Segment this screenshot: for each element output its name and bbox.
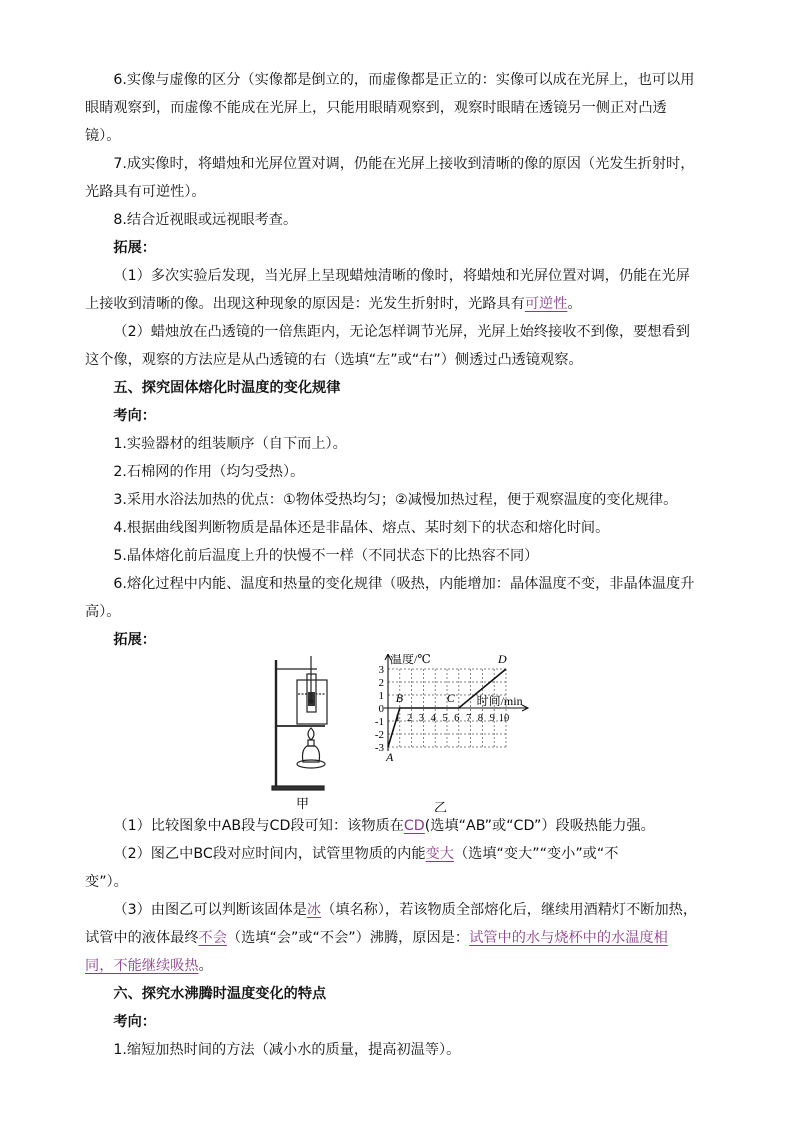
- q2-text: （2）图乙中BC段对应时间内，试管里物质的内能: [113, 846, 426, 862]
- y-tick-label: 2: [378, 677, 384, 689]
- point-label: D: [498, 654, 507, 666]
- q3b-mid: （选填“会”或“不会”）沸腾，原因是：: [226, 930, 470, 946]
- q3c-end: 。: [198, 958, 213, 974]
- question-2a: [85, 840, 715, 868]
- question-3b: [85, 924, 715, 952]
- y-tick-label: 0: [378, 703, 384, 715]
- x-tick-label: 2: [406, 713, 413, 724]
- answer-increase: 变大: [425, 846, 454, 862]
- figure-svg: [85, 654, 715, 812]
- s6-item-1: 1.缩短加热时间的方法（减小水的质量，提高初温等）。: [113, 1042, 461, 1058]
- x-tick-label: 3: [418, 713, 425, 724]
- section-5-kaoxiang: 考向：: [113, 408, 156, 424]
- x-tick-label: 7: [465, 713, 472, 724]
- x-tick-label: 9: [489, 713, 495, 724]
- document-page: [85, 66, 715, 1064]
- temperature-time-chart: [375, 654, 528, 764]
- x-tick-label: 8: [477, 713, 484, 724]
- point-label: A: [386, 750, 394, 764]
- label-jia: 甲: [296, 796, 310, 811]
- question-1: [85, 812, 715, 840]
- apparatus-figure: [272, 656, 327, 790]
- point-label: C: [446, 691, 455, 705]
- extension-heading-2: 拓展：: [113, 632, 156, 648]
- lamp-base: [297, 760, 325, 768]
- x-tick-label: 10: [498, 713, 510, 724]
- question-3a: [85, 896, 715, 924]
- q3-mid: （填名称），若该物质全部熔化后，继续用酒精灯不断加热，: [321, 902, 698, 918]
- y-axis-label: 温度/℃: [390, 654, 431, 666]
- question-3c: [85, 952, 715, 980]
- para-6b: 眼睛观察到，而虚像不能成在光屏上，只能用眼睛观察到，观察时眼睛在透镜另一侧正对凸透: [85, 100, 667, 116]
- para-7b: 光路具有可逆性）。: [85, 184, 206, 200]
- s5-item-5: 5.晶体熔化前后温度上升的快慢不一样（不同状态下的比热容不同）: [113, 548, 539, 564]
- s5-item-2: 2.石棉网的作用（均匀受热）。: [113, 464, 305, 480]
- section-6-kaoxiang: 考向：: [113, 1014, 156, 1030]
- answer-ice: 冰: [306, 902, 322, 918]
- y-tick-label: -3: [374, 742, 384, 754]
- y-tick-label: 3: [378, 664, 384, 676]
- answer-cd: CD: [403, 818, 425, 834]
- para-7a: 7.成实像时，将蜡烛和光屏位置对调，仍能在光屏上接收到清晰的像的原因（光发生折射时，: [113, 156, 695, 172]
- q1-tail: (选填“AB”或“CD”）段吸热能力强。: [424, 818, 655, 834]
- extension-1b-text: 上接收到清晰的像。出现这种现象的原因是：光发生折射时，光路具有: [85, 296, 525, 312]
- s5-item-3: 3.采用水浴法加热的优点：①物体受热均匀；②减慢加热过程，便于观察温度的变化规律。: [113, 492, 678, 508]
- section-6-title: 六、探究水沸腾时温度变化的特点: [113, 986, 327, 1002]
- extension-heading-1: 拓展：: [113, 240, 156, 256]
- para-6c: 镜）。: [85, 128, 121, 144]
- x-axis-label: 时间/min: [476, 694, 523, 708]
- para-6a: 6.实像与虚像的区分（实像都是倒立的，而虚像都是正立的：实像可以成在光屏上，也可以用: [113, 72, 695, 88]
- s5-item-1: 1.实验器材的组装顺序（自下而上）。: [113, 436, 347, 452]
- lamp-wick-holder: [308, 740, 314, 746]
- answer-reason-a: 试管中的水与烧杯中的水温度相: [469, 930, 668, 946]
- q1-text: （1）比较图象中AB段与CD段可知：该物质在: [113, 818, 404, 834]
- question-2b: 变”）。: [85, 874, 128, 890]
- figure-area: [85, 654, 715, 812]
- thermometer-bulb: [309, 699, 313, 703]
- label-yi: 乙: [434, 800, 448, 812]
- extension-2a: （2）蜡烛放在凸透镜的一倍焦距内，无论怎样调节光屏，光屏上始终接收不到像，要想看到: [113, 324, 690, 340]
- s5-item-6a: 6.熔化过程中内能、温度和热量的变化规律（吸热，内能增加：晶体温度不变，非晶体温度升: [113, 576, 695, 592]
- answer-no: 不会: [198, 930, 227, 946]
- x-tick-label: 1: [395, 713, 401, 724]
- s5-item-6b: 高）。: [85, 604, 121, 620]
- q2-tail: （选填“变大”“变小”或“不: [453, 846, 619, 862]
- x-tick-label: 5: [442, 713, 448, 724]
- extension-2b: 这个像，观察的方法应是从凸透镜的右（选填“左”或“右”）侧透过凸透镜观察。: [85, 352, 583, 368]
- extension-1a: （1）多次实验后发现，当光屏上呈现蜡烛清晰的像时，将蜡烛和光屏位置对调，仍能在光屏: [113, 268, 690, 284]
- y-tick-label: -1: [374, 716, 384, 728]
- y-tick-label: -2: [374, 729, 384, 741]
- answer-reversibility: 可逆性: [524, 296, 568, 312]
- y-tick-label: 1: [378, 690, 384, 702]
- flame-icon: [308, 728, 314, 740]
- q3b-text: 试管中的液体最终: [85, 930, 199, 946]
- section-5-title: 五、探究固体熔化时温度的变化规律: [113, 380, 341, 396]
- q3-text: （3）由图乙可以判断该固体是: [113, 902, 307, 918]
- extension-1b-end: 。: [567, 296, 582, 312]
- point-label: B: [395, 691, 404, 705]
- x-tick-label: 6: [454, 713, 460, 724]
- s5-item-4: 4.根据曲线图判断物质是晶体还是非晶体、熔点、某时刻下的状态和熔化时间。: [113, 520, 610, 536]
- x-tick-label: 4: [430, 713, 436, 724]
- stand-base: [272, 786, 324, 790]
- para-8: 8.结合近视眼或远视眼考查。: [113, 212, 298, 228]
- answer-reason-b: 同，不能继续吸热: [85, 958, 199, 974]
- extension-1b: [85, 290, 715, 318]
